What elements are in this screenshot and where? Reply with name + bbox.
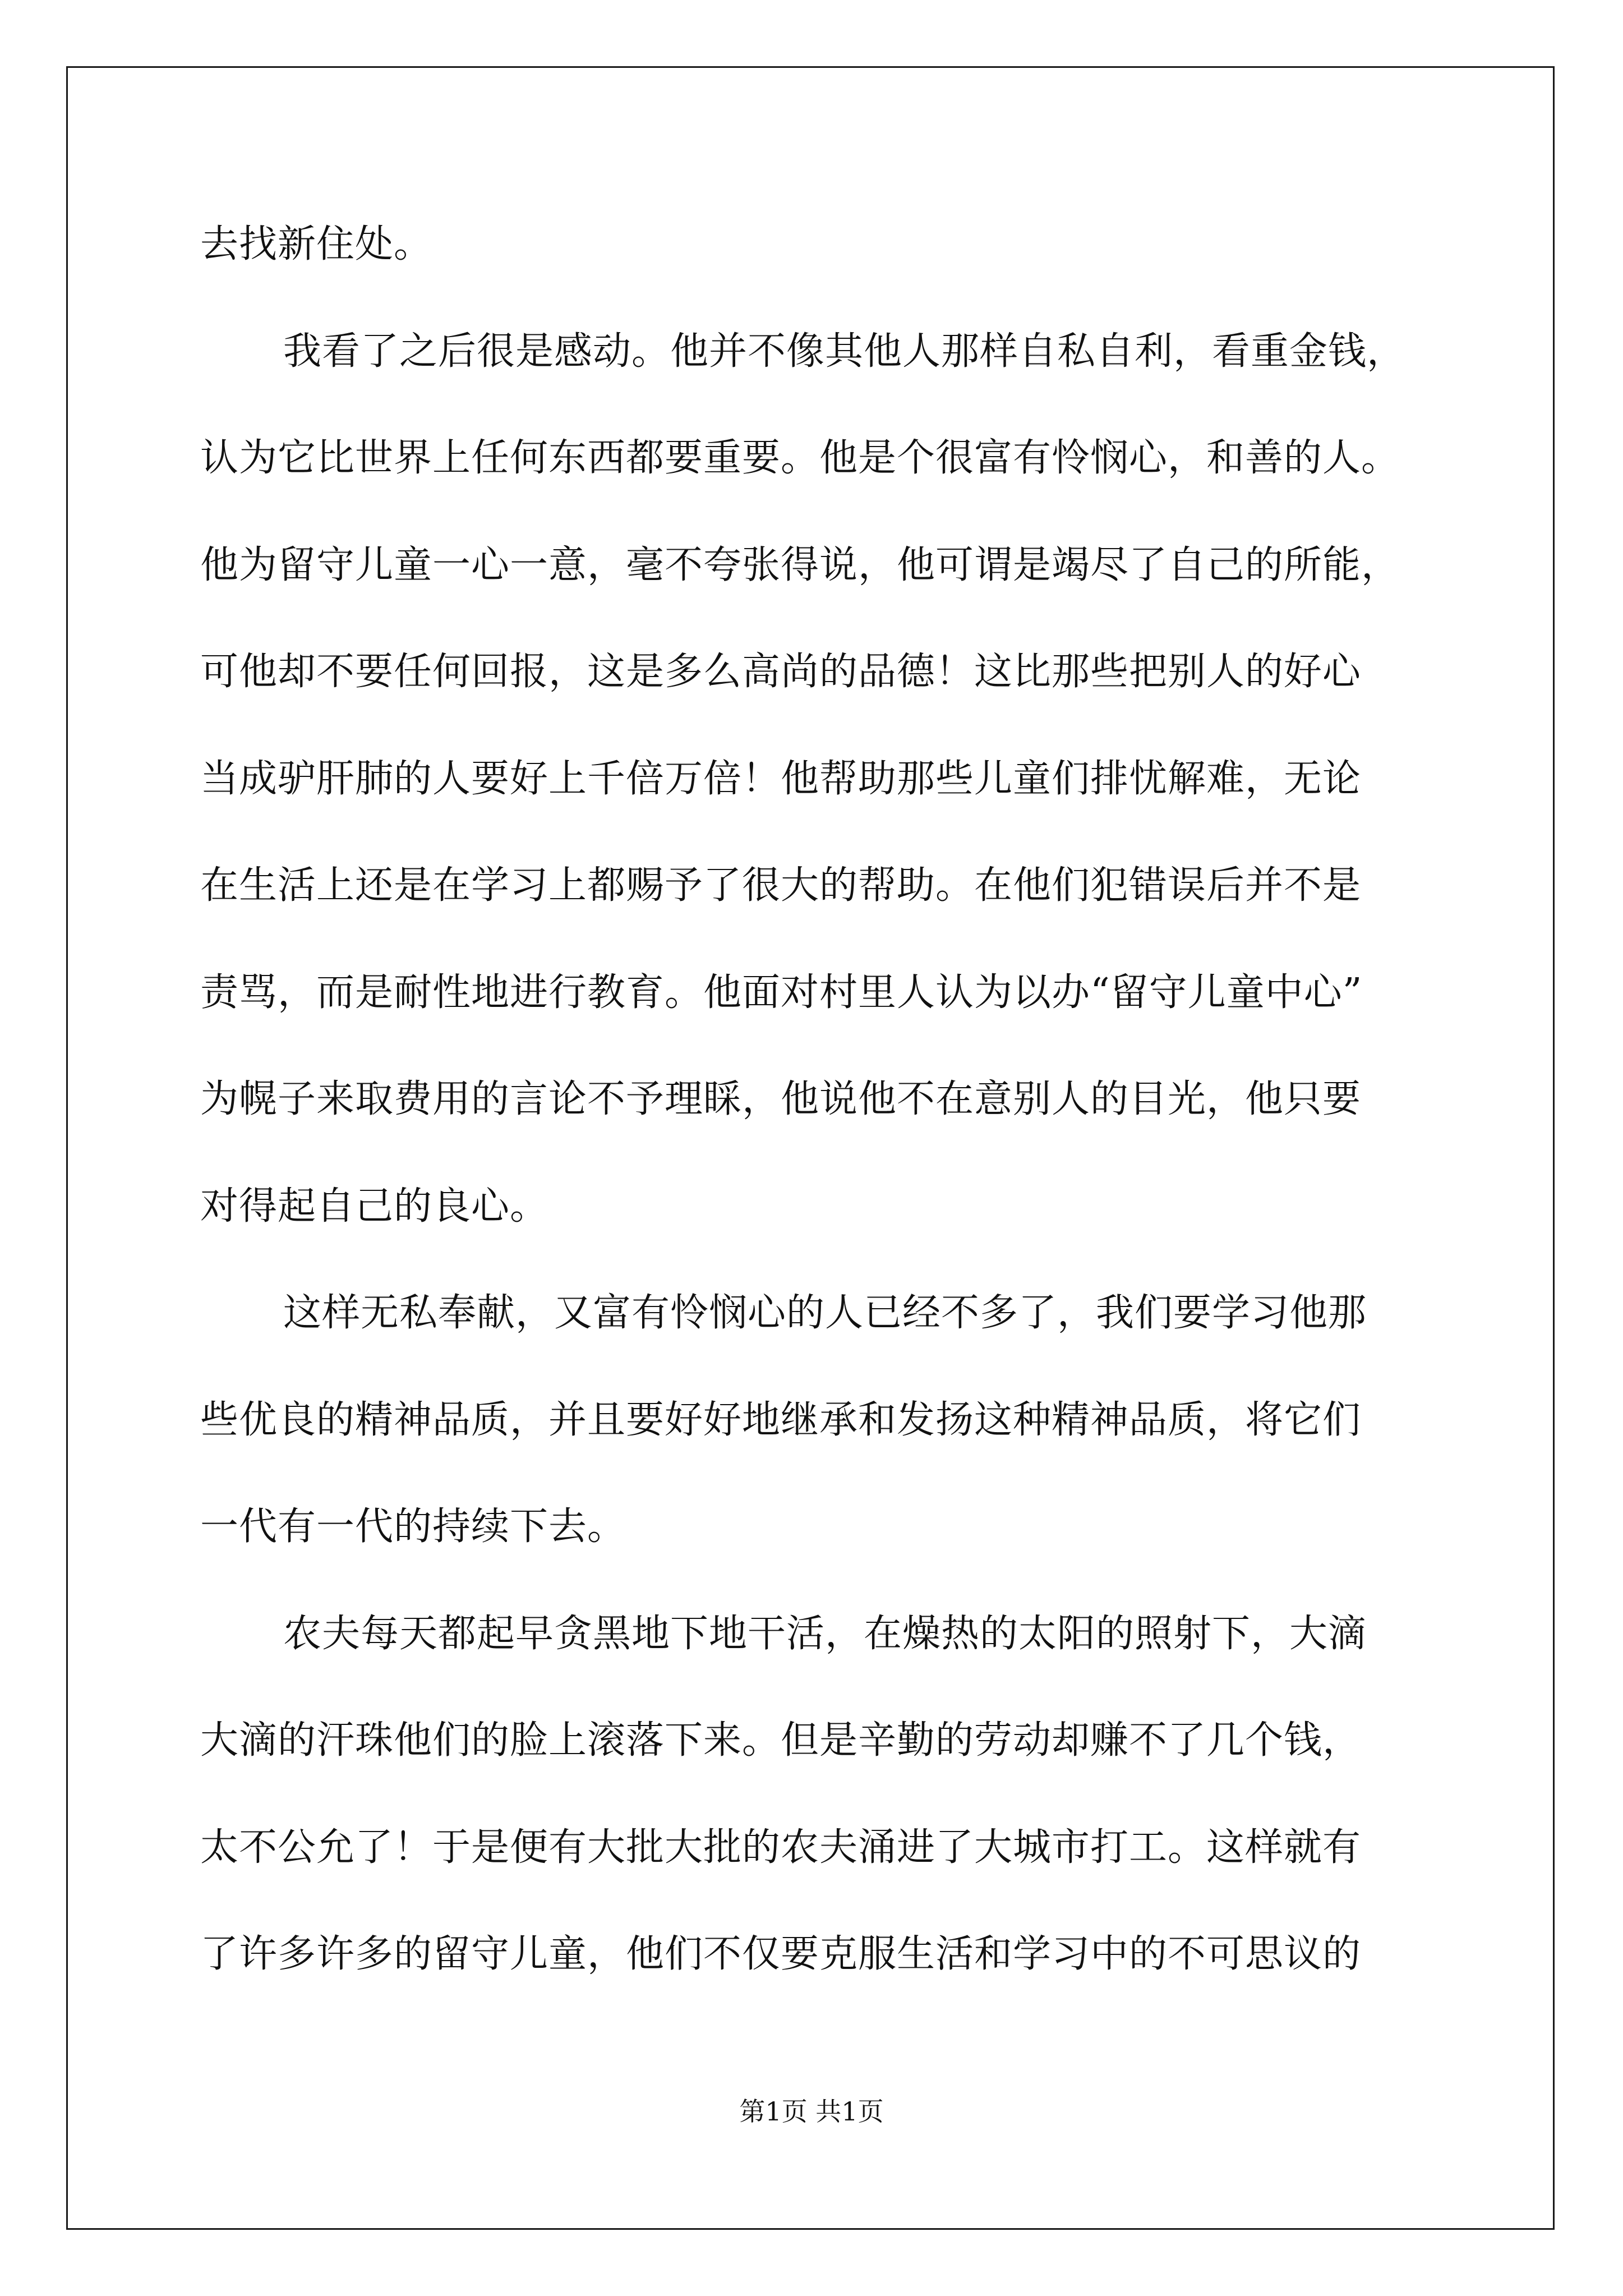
text-line: 责骂，而是耐性地进行教育。他面对村里人认为以办“留守儿童中心” xyxy=(200,970,1363,1015)
page-footer: 第1页 共1页 xyxy=(739,2096,884,2127)
text-line: 太不公允了！于是便有大批大批的农夫涌进了大城市打工。这样就有 xyxy=(200,1825,1362,1870)
text-line: 些优良的精神品质，并且要好好地继承和发扬这种精神品质，将它们 xyxy=(200,1398,1362,1442)
text-line: 去找新住处。 xyxy=(200,222,433,266)
page-border xyxy=(66,66,1555,2230)
text-line: 当成驴肝肺的人要好上千倍万倍！他帮助那些儿童们排忧解难，无论 xyxy=(200,757,1362,801)
text-line: 一代有一代的持续下去。 xyxy=(200,1504,626,1549)
text-line: 农夫每天都起早贪黑地下地干活，在燥热的太阳的照射下，大滴 xyxy=(283,1612,1367,1656)
text-line: 他为留守儿童一心一意，毫不夸张得说，他可谓是竭尽了自己的所能， xyxy=(200,543,1400,587)
text-line: 大滴的汗珠他们的脸上滚落下来。但是辛勤的劳动却赚不了几个钱， xyxy=(200,1718,1362,1763)
text-line: 认为它比世界上任何东西都要重要。他是个很富有怜悯心，和善的人。 xyxy=(200,436,1400,480)
text-line: 可他却不要任何回报，这是多么高尚的品德！这比那些把别人的好心 xyxy=(200,650,1362,694)
text-line: 我看了之后很是感动。他并不像其他人那样自私自利，看重金钱， xyxy=(283,329,1406,374)
text-line: 为幌子来取费用的言论不予理睬，他说他不在意别人的目光，他只要 xyxy=(200,1077,1362,1121)
text-line: 了许多许多的留守儿童，他们不仅要克服生活和学习中的不可思议的 xyxy=(200,1932,1362,1976)
text-line: 在生活上还是在学习上都赐予了很大的帮助。在他们犯错误后并不是 xyxy=(200,863,1362,908)
text-line: 这样无私奉献，又富有怜悯心的人已经不多了，我们要学习他那 xyxy=(283,1291,1367,1335)
text-line: 对得起自己的良心。 xyxy=(200,1184,549,1228)
